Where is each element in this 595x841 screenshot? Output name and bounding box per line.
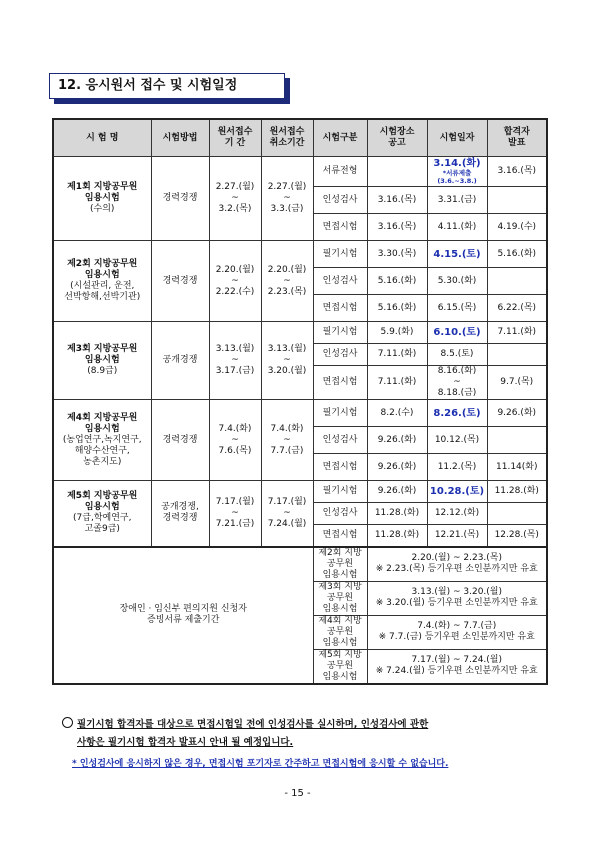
exam-type-cell: 필기시험: [313, 322, 367, 344]
exam-date: 3.31.(금): [437, 194, 477, 205]
support-note: ※ 3.20.(월) 등기우편 소인분까지만 유효: [375, 598, 538, 608]
exam-date-cell: [427, 214, 487, 241]
exam-date-cell: [427, 427, 487, 454]
exam-qualifier: (8.9급): [87, 366, 118, 376]
exam-type-cell: 인성검사: [313, 427, 367, 454]
exam-date: 8.26.(토): [433, 407, 481, 419]
place-notice-cell: [367, 157, 427, 187]
exam-type-cell: 필기시험: [313, 241, 367, 268]
support-period-cell: [367, 547, 547, 582]
page-number: - 15 -: [284, 788, 311, 799]
column-header: 원서접수 취소기간: [261, 119, 313, 157]
place-notice-cell: 7.11.(화): [367, 344, 427, 366]
support-exam-cell: 제3회 지방공무원 임용시험: [313, 581, 367, 615]
result-date-cell: 3.16.(목): [487, 157, 547, 187]
exam-date-cell: [427, 268, 487, 295]
exam-schedule-table: [52, 118, 548, 685]
exam-cancel-cell: 7.17.(월) ~ 7.24.(월): [261, 481, 313, 547]
exam-type-cell: 인성검사: [313, 187, 367, 214]
exam-cancel-cell: 2.20.(월) ~ 2.23.(목): [261, 241, 313, 322]
support-period: 7.4.(화) ~ 7.7.(금): [417, 621, 497, 631]
exam-qualifier: (수의): [90, 204, 115, 214]
result-date-cell: [487, 503, 547, 525]
notice-line-2: [62, 734, 542, 752]
exam-date: 11.2.(목): [437, 461, 477, 472]
exam-type-cell: 면접시험: [313, 214, 367, 241]
exam-date-cell: [427, 481, 487, 503]
place-notice-cell: 11.28.(화): [367, 503, 427, 525]
exam-date: 12.12.(화): [434, 508, 480, 518]
exam-date: 10.12.(목): [434, 434, 480, 445]
column-header: 시 험 명: [53, 119, 151, 157]
exam-date: 12.21.(목): [434, 529, 480, 540]
exam-qualifier: (농업연구,녹지연구, 해양수산연구, 농촌지도): [62, 434, 142, 467]
result-date-cell: 9.26.(화): [487, 400, 547, 427]
exam-qualifier: (7급,학예연구, 고졸9급): [73, 513, 132, 535]
exam-type-cell: 인성검사: [313, 503, 367, 525]
exam-name: 제2회 지방공무원 임용시험: [67, 259, 138, 280]
exam-type-cell: 면접시험: [313, 525, 367, 547]
exam-date: 10.28.(토): [429, 486, 485, 497]
exam-name-cell: [53, 322, 151, 400]
exam-method-cell: 경력경쟁: [151, 157, 209, 241]
exam-date: 3.14.(화): [433, 158, 481, 169]
exam-date: 4.11.(화): [437, 221, 477, 232]
support-period: 3.13.(월) ~ 3.20.(월): [411, 587, 502, 597]
place-notice-cell: 5.9.(화): [367, 322, 427, 344]
result-date-cell: 6.22.(목): [487, 295, 547, 322]
exam-date: 6.10.(토): [433, 327, 481, 338]
place-notice-cell: 8.2.(수): [367, 400, 427, 427]
exam-type-cell: 인성검사: [313, 268, 367, 295]
support-note: ※ 2.23.(목) 등기우편 소인분까지만 유효: [375, 564, 538, 574]
table-body: [53, 157, 547, 684]
exam-name: 제4회 지방공무원 임용시험: [67, 412, 138, 434]
result-date-cell: 5.16.(화): [487, 241, 547, 268]
notice-line-1: [62, 716, 542, 734]
exam-cancel-cell: 2.27.(월) ~ 3.3.(금): [261, 157, 313, 241]
exam-date-cell: [427, 525, 487, 547]
place-notice-cell: 9.26.(화): [367, 481, 427, 503]
exam-date-cell: [427, 344, 487, 366]
exam-type-cell: 면접시험: [313, 454, 367, 481]
exam-apply-cell: 7.17.(월) ~ 7.21.(금): [209, 481, 261, 547]
column-header: 시험구분: [313, 119, 367, 157]
exam-cancel-cell: 3.13.(월) ~ 3.20.(월): [261, 322, 313, 400]
column-header: 시험일자: [427, 119, 487, 157]
exam-date: 8.5.(토): [440, 349, 474, 359]
exam-date: 6.15.(목): [437, 302, 477, 313]
column-header: 시험장소 공고: [367, 119, 427, 157]
support-exam-cell: 제4회 지방공무원 임용시험: [313, 615, 367, 649]
exam-name-cell: [53, 157, 151, 241]
exam-apply-cell: 2.27.(월) ~ 3.2.(목): [209, 157, 261, 241]
exam-apply-cell: 7.4.(화) ~ 7.6.(목): [209, 400, 261, 481]
place-notice-cell: 3.16.(목): [367, 187, 427, 214]
exam-name-cell: [53, 400, 151, 481]
exam-name: 제3회 지방공무원 임용시험: [67, 344, 138, 365]
exam-date: 4.15.(토): [433, 248, 481, 260]
exam-type-cell: 면접시험: [313, 295, 367, 322]
notice-warning: * 인성검사에 응시하지 않은 경우, 면접시험 포기자로 간주하고 면접시험에 응시할 수 없습니다.: [72, 759, 449, 769]
notice-text-1: 필기시험 합격자를 대상으로 면접시험일 전에 인성검사를 실시하며, 인성검사에 관한: [77, 719, 429, 730]
exam-apply-cell: 3.13.(월) ~ 3.17.(금): [209, 322, 261, 400]
exam-date-cell: [427, 187, 487, 214]
exam-cancel-cell: 7.4.(화) ~ 7.7.(금): [261, 400, 313, 481]
result-date-cell: 12.28.(목): [487, 525, 547, 547]
date-note: *서류제출 (3.6.~3.8.): [437, 169, 477, 185]
place-notice-cell: 9.26.(화): [367, 427, 427, 454]
column-header: 시험방법: [151, 119, 209, 157]
support-period-cell: [367, 581, 547, 615]
section-title: [49, 73, 285, 99]
table-row: [53, 322, 547, 344]
support-note: ※ 7.7.(금) 등기우편 소인분까지만 유효: [378, 632, 535, 642]
support-period: 7.17.(월) ~ 7.24.(월): [411, 655, 502, 665]
exam-method-cell: 공개경쟁, 경력경쟁: [151, 481, 209, 547]
place-notice-cell: 9.26.(화): [367, 454, 427, 481]
result-date-cell: 11.28.(화): [487, 481, 547, 503]
result-date-cell: 9.7.(목): [487, 366, 547, 400]
place-notice-cell: 7.11.(화): [367, 366, 427, 400]
exam-type-cell: 필기시험: [313, 481, 367, 503]
result-date-cell: [487, 187, 547, 214]
table-row: [53, 400, 547, 427]
table-header: [53, 119, 547, 157]
result-date-cell: [487, 268, 547, 295]
exam-qualifier: (시설관리, 운전, 선박항해,선박기관): [64, 281, 141, 302]
table-row: [53, 481, 547, 503]
exam-type-cell: 서류전형: [313, 157, 367, 187]
exam-name-cell: [53, 241, 151, 322]
notice: [62, 716, 542, 752]
exam-date-cell: [427, 503, 487, 525]
exam-type-cell: 필기시험: [313, 400, 367, 427]
exam-date: 8.16.(화) ~ 8.18.(금): [437, 366, 477, 398]
result-date-cell: [487, 427, 547, 454]
place-notice-cell: 11.28.(화): [367, 525, 427, 547]
exam-method-cell: 경력경쟁: [151, 241, 209, 322]
support-exam-cell: 제5회 지방공무원 임용시험: [313, 649, 367, 684]
support-exam-cell: 제2회 지방공무원 임용시험: [313, 547, 367, 582]
exam-type-cell: 면접시험: [313, 366, 367, 400]
exam-type-cell: 인성검사: [313, 344, 367, 366]
circle-bullet-icon: [62, 717, 73, 728]
column-header: 합격자 발표: [487, 119, 547, 157]
exam-method-cell: 경력경쟁: [151, 400, 209, 481]
exam-date-cell: [427, 366, 487, 400]
exam-apply-cell: 2.20.(월) ~ 2.22.(수): [209, 241, 261, 322]
exam-name: 제1회 지방공무원 임용시험: [67, 182, 138, 203]
support-period: 2.20.(월) ~ 2.23.(목): [411, 553, 502, 563]
exam-date-cell: [427, 454, 487, 481]
place-notice-cell: 5.16.(화): [367, 268, 427, 295]
place-notice-cell: 3.30.(목): [367, 241, 427, 268]
notice-text-2: 사항은 필기시험 합격자 발표시 안내 될 예정입니다.: [77, 737, 294, 748]
exam-date-cell: [427, 322, 487, 344]
place-notice-cell: 3.16.(목): [367, 214, 427, 241]
result-date-cell: 4.19.(수): [487, 214, 547, 241]
column-header: 원서접수 기 간: [209, 119, 261, 157]
result-date-cell: 7.11.(화): [487, 322, 547, 344]
support-label-cell: 장애인 · 임신부 편의지원 신청자 증빙서류 제출기간: [53, 547, 313, 684]
exam-name: 제5회 지방공무원 임용시험: [67, 491, 138, 513]
exam-name-cell: [53, 481, 151, 547]
support-row: [53, 547, 547, 582]
support-period-cell: [367, 615, 547, 649]
support-period-cell: [367, 649, 547, 684]
exam-date: 5.30.(화): [437, 275, 477, 286]
place-notice-cell: 5.16.(화): [367, 295, 427, 322]
result-date-cell: [487, 344, 547, 366]
exam-date-cell: [427, 157, 487, 187]
result-date-cell: 11.14(화): [487, 454, 547, 481]
table-row: [53, 157, 547, 187]
exam-date-cell: [427, 295, 487, 322]
table-row: [53, 241, 547, 268]
exam-date-cell: [427, 241, 487, 268]
exam-date-cell: [427, 400, 487, 427]
support-note: ※ 7.24.(월) 등기우편 소인분까지만 유효: [375, 666, 538, 676]
section-title-text: 12. 응시원서 접수 및 시험일정: [49, 73, 285, 99]
exam-method-cell: 공개경쟁: [151, 322, 209, 400]
